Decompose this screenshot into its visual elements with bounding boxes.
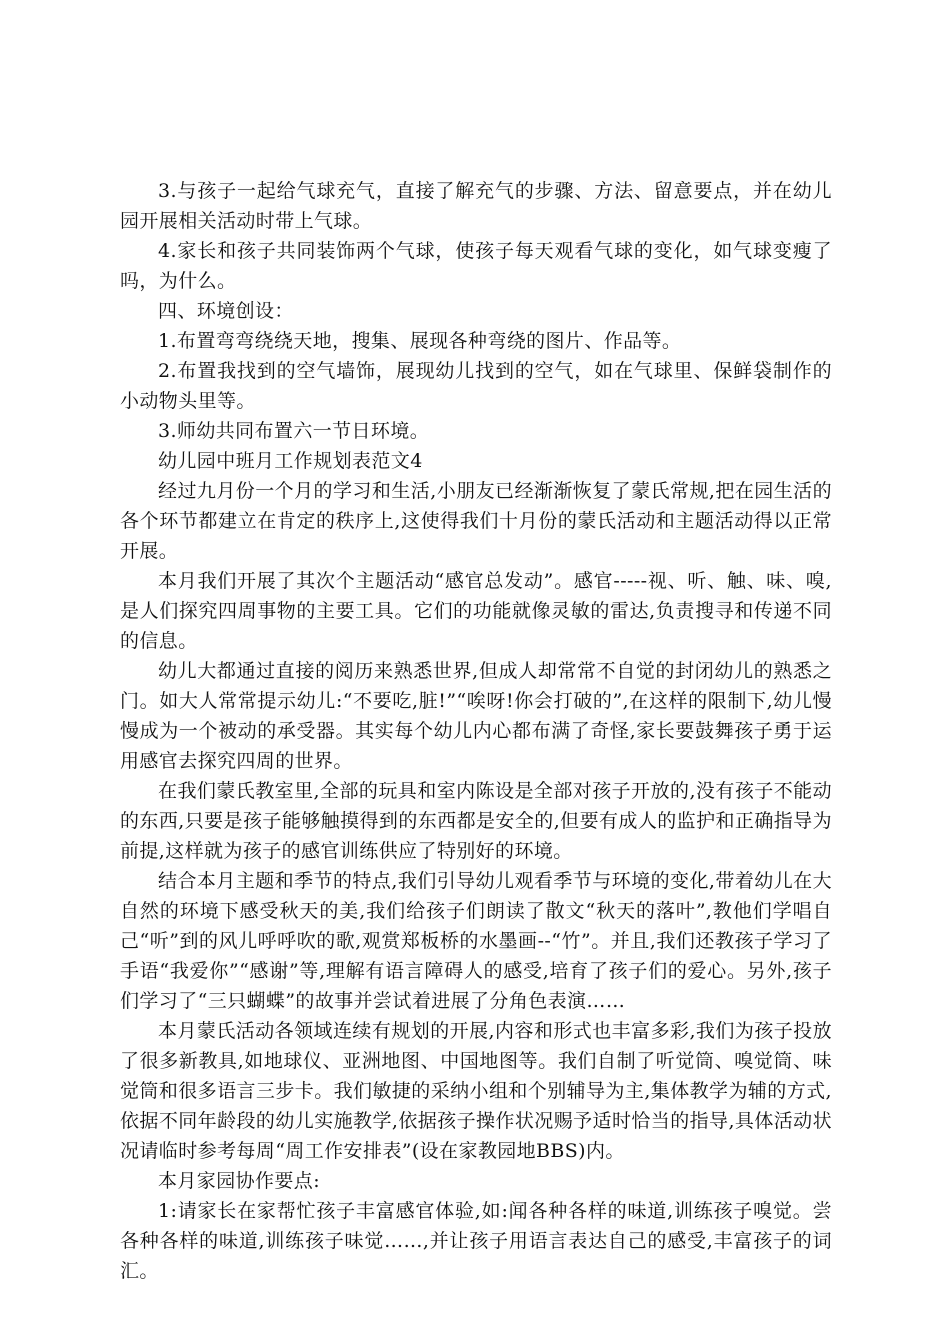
paragraph: 经过九月份一个月的学习和生活,小朋友已经渐渐恢复了蒙氏常规,把在园生活的各个环节都建立在肯定的秩序上,这使得我们十月份的蒙氏活动和主题活动得以正常开展。 — [120, 480, 832, 562]
paragraph: 本月蒙氏活动各领域连续有规划的开展,内容和形式也丰富多彩,我们为孩子投放了很多新教具,如地球仪、亚洲地图、中国地图等。我们自制了听觉筒、嗅觉筒、味觉筒和很多语言三步卡。我们敏捷的采纳小组和个别辅导为主,集体教学为辅的方式,依据不同年龄段的幼儿实施教学,依据孩子操作状况赐予适时恰当的指导,具体活动状况请临时参考每周“周工作安排表”(设在家教园地BBS)内。 — [120, 1020, 832, 1162]
paragraph: 在我们蒙氏教室里,全部的玩具和室内陈设是全部对孩子开放的,没有孩子不能动的东西,只要是孩子能够触摸得到的东西都是安全的,但要有成人的监护和正确指导为前提,这样就为孩子的感官训练供应了特别好的环境。 — [120, 780, 832, 862]
paragraph: 1:请家长在家帮忙孩子丰富感官体验,如:闻各种各样的味道,训练孩子嗅觉。尝各种各样的味道,训练孩子味觉……,并让孩子用语言表达自己的感受,丰富孩子的词汇。 — [120, 1200, 832, 1282]
article-title: 幼儿园中班月工作规划表范文4 — [158, 450, 423, 472]
paragraph: 结合本月主题和季节的特点,我们引导幼儿观看季节与环境的变化,带着幼儿在大自然的环境下感受秋天的美,我们给孩子们朗读了散文“秋天的落叶”,教他们学唱自己“听”到的风儿呼呼吹的歌,观赏郑板桥的水墨画--“竹”。并且,我们还教孩子学习了手语“我爱你”“感谢”等,理解有语言障碍人的感受,培育了孩子们的爱心。另外,孩子们学习了“三只蝴蝶”的故事并尝试着进展了分角色表演…… — [120, 870, 832, 1012]
paragraph: 3.与孩子一起给气球充气，直接了解充气的步骤、方法、留意要点，并在幼儿园开展相关活动时带上气球。 — [120, 180, 832, 232]
paragraph: 本月我们开展了其次个主题活动“感官总发动”。感官-----视、听、触、味、嗅,是人们探究四周事物的主要工具。它们的功能就像灵敏的雷达,负责搜寻和传递不同的信息。 — [120, 570, 832, 652]
paragraph: 4.家长和孩子共同装饰两个气球，使孩子每天观看气球的变化，如气球变瘦了吗，为什么。 — [120, 240, 832, 292]
section-heading: 本月家园协作要点: — [158, 1170, 321, 1192]
paragraph: 3.师幼共同布置六一节日环境。 — [158, 420, 430, 442]
paragraph: 2.布置我找到的空气墙饰，展现幼儿找到的空气，如在气球里、保鲜袋制作的小动物头里等。 — [120, 360, 832, 412]
section-heading: 四、环境创设： — [158, 300, 294, 322]
document-body — [120, 176, 832, 1286]
paragraph: 1.布置弯弯绕绕天地，搜集、展现各种弯绕的图片、作品等。 — [158, 330, 682, 352]
paragraph: 幼儿大都通过直接的阅历来熟悉世界,但成人却常常不自觉的封闭幼儿的熟悉之门。如大人常常提示幼儿:“不要吃,脏!”“唉呀!你会打破的”,在这样的限制下,幼儿慢慢成为一个被动的承受器。其实每个幼儿内心都布满了奇怪,家长要鼓舞孩子勇于运用感官去探究四周的世界。 — [120, 660, 832, 772]
